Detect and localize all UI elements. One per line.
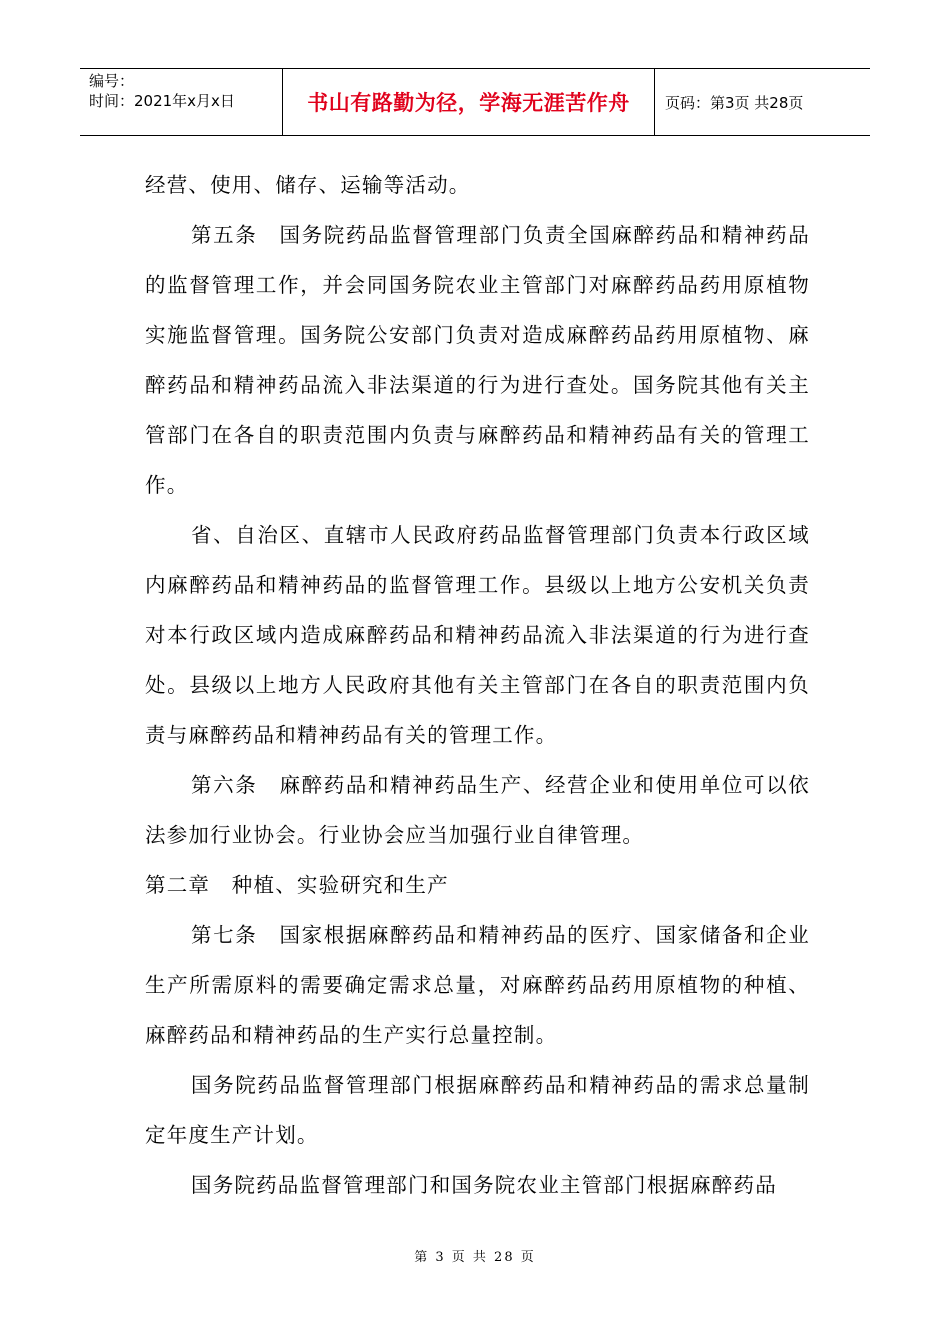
paragraph-article-6: 第六条 麻醉药品和精神药品生产、经营企业和使用单位可以依法参加行业协会。行业协会应当加强行业自律管理。 xyxy=(145,773,810,847)
paragraph: 国务院药品监督管理部门根据麻醉药品和精神药品的需求总量制定年度生产计划。 xyxy=(145,1073,810,1147)
paragraph-article-5: 第五条 国务院药品监督管理部门负责全国麻醉药品和精神药品的监督管理工作，并会同国务院农业主管部门对麻醉药品药用原植物实施监督管理。国务院公安部门负责对造成麻醉药品药用原植物、麻醉药品和精神药品流入非法渠道的行为进行查处。国务院其他有关主管部门在各自的职责范围内负责与麻醉药品和精神药品有关的管理工作。 xyxy=(145,223,810,497)
header-meta xyxy=(80,69,283,135)
document-number-label: 编号： xyxy=(89,72,135,90)
document-body xyxy=(145,160,810,1210)
paragraph: 省、自治区、直辖市人民政府药品监督管理部门负责本行政区域内麻醉药品和精神药品的监督管理工作。县级以上地方公安机关负责对本行政区域内造成麻醉药品和精神药品流入非法渠道的行为进行查处。县级以上地方人民政府其他有关主管部门在各自的职责范围内负责与麻醉药品和精神药品有关的管理工作。 xyxy=(145,523,810,747)
header-page-info: 页码：第3页 共28页 xyxy=(665,93,804,112)
paragraph: 国务院药品监督管理部门和国务院农业主管部门根据麻醉药品 xyxy=(191,1173,777,1197)
document-time: 时间：2021年x月x日 xyxy=(89,92,235,110)
chapter-heading: 第二章 种植、实验研究和生产 xyxy=(145,873,449,897)
page-footer: 第 3 页 共 28 页 xyxy=(414,1250,536,1265)
paragraph: 经营、使用、储存、运输等活动。 xyxy=(145,173,471,197)
paragraph-article-7: 第七条 国家根据麻醉药品和精神药品的医疗、国家储备和企业生产所需原料的需要确定需求总量，对麻醉药品药用原植物的种植、麻醉药品和精神药品的生产实行总量控制。 xyxy=(145,923,810,1047)
header-motto: 书山有路勤为径，学海无涯苦作舟 xyxy=(283,69,655,135)
page-header xyxy=(80,68,870,136)
